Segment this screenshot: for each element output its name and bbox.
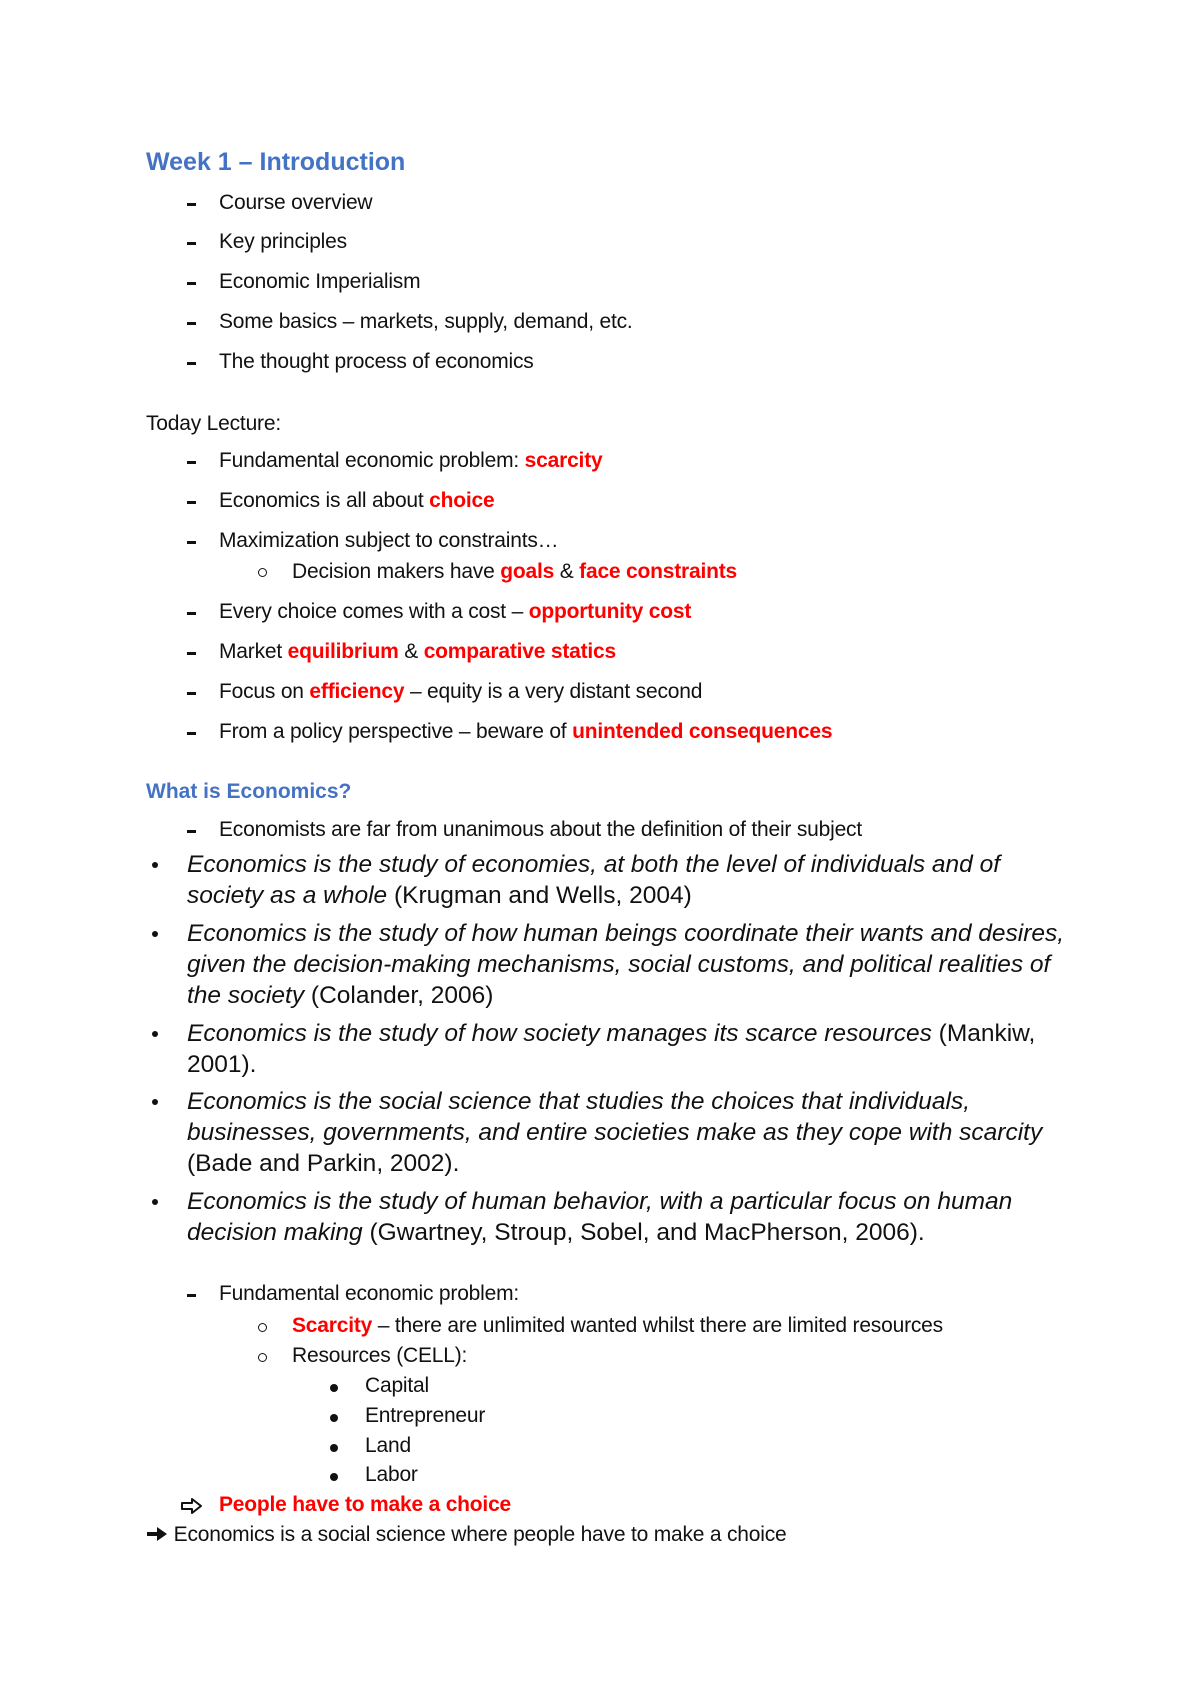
definition-text: Economics is the social science that studies the choices that individuals, businesses, governments, and entire societies make as they cope with scarcity — [187, 1088, 1043, 1146]
item-text: Every choice comes with a cost – — [219, 600, 529, 623]
item-text: Economics is a social science where people have to make a choice — [168, 1523, 787, 1546]
intro-text: Economists are far from unanimous about the definition of their subject — [219, 818, 862, 841]
list-item: Capital — [365, 1374, 429, 1397]
item-text: – equity is a very distant second — [404, 680, 703, 703]
item-text: & — [554, 560, 580, 583]
highlight: unintended consequences — [572, 720, 833, 743]
definition-text: Economics is the study of human behavior, with a particular focus on human decision making — [187, 1188, 1013, 1246]
list-item: Economic Imperialism — [219, 270, 421, 293]
item-text: & — [398, 640, 424, 663]
dash-bullet — [187, 461, 196, 464]
list-item: Maximization subject to constraints… — [219, 529, 559, 552]
item-text: From a policy perspective – beware of — [219, 720, 573, 743]
hollow-arrow-icon — [180, 1497, 204, 1515]
item-text: Focus on — [219, 680, 310, 703]
citation: (Bade and Parkin, 2002). — [187, 1150, 460, 1177]
citation: (Colander, 2006) — [304, 982, 494, 1009]
definition-item — [187, 1186, 1077, 1248]
bullet-dot — [330, 1384, 338, 1392]
bullet-dot — [152, 1199, 158, 1205]
circle-bullet — [258, 1353, 267, 1362]
bullet-dot — [330, 1414, 338, 1422]
dash-bullet — [187, 541, 196, 544]
citation: (Krugman and Wells, 2004) — [387, 882, 692, 909]
dash-bullet — [187, 830, 196, 833]
item-text: Fundamental economic problem: — [219, 449, 525, 472]
highlight: comparative statics — [423, 640, 616, 663]
dash-bullet — [187, 203, 196, 206]
circle-bullet — [258, 568, 267, 577]
dash-bullet — [187, 692, 196, 695]
conclusion-text: People have to make a choice — [219, 1493, 512, 1516]
list-item — [219, 720, 832, 744]
item-text: Economics is all about — [219, 489, 430, 512]
solid-arrow-icon — [146, 1525, 168, 1543]
dash-bullet — [187, 282, 196, 285]
list-item: Fundamental economic problem: — [219, 1282, 520, 1305]
bullet-dot — [152, 1099, 158, 1105]
list-item — [219, 489, 495, 513]
section-heading: What is Economics? — [146, 780, 352, 803]
highlight: face constraints — [579, 560, 738, 583]
item-text: Decision makers have — [292, 560, 501, 583]
dash-bullet — [187, 242, 196, 245]
dash-bullet — [187, 732, 196, 735]
bullet-dot — [152, 862, 158, 868]
bullet-dot — [330, 1444, 338, 1452]
sub-list-item — [292, 1314, 943, 1338]
definition-item — [187, 849, 1077, 911]
list-item: Entrepreneur — [365, 1404, 486, 1427]
list-item: Land — [365, 1434, 411, 1457]
dash-bullet — [187, 1294, 196, 1297]
list-item — [219, 640, 616, 664]
dash-bullet — [187, 612, 196, 615]
dash-bullet — [187, 362, 196, 365]
sub-list-item: Resources (CELL): — [292, 1344, 468, 1367]
list-item: Course overview — [219, 191, 373, 214]
dash-bullet — [187, 322, 196, 325]
definition-item — [187, 918, 1077, 1011]
list-item — [219, 449, 602, 473]
citation: (Gwartney, Stroup, Sobel, and MacPherson, 2006). — [362, 1219, 925, 1246]
list-item — [219, 600, 691, 624]
definition-text: Economics is the study of economies, at both the level of individuals and of society as a whole — [187, 851, 1001, 909]
bullet-dot — [330, 1473, 338, 1481]
list-item: Labor — [365, 1463, 418, 1486]
sub-list-item — [292, 560, 737, 584]
item-text: – there are unlimited wanted whilst there are limited resources — [372, 1314, 943, 1337]
list-item: The thought process of economics — [219, 350, 534, 373]
citation: (Mankiw, 2001). — [187, 1020, 1036, 1078]
circle-bullet — [258, 1323, 267, 1332]
highlight: Scarcity — [292, 1314, 373, 1337]
highlight: opportunity cost — [528, 600, 692, 623]
page-title: Week 1 – Introduction — [146, 148, 406, 176]
highlight: choice — [429, 489, 495, 512]
highlight: efficiency — [309, 680, 405, 703]
today-lecture-label: Today Lecture: — [146, 412, 281, 435]
final-statement — [146, 1523, 787, 1547]
dash-bullet — [187, 501, 196, 504]
list-item: Some basics – markets, supply, demand, etc. — [219, 310, 633, 333]
list-item — [219, 680, 702, 704]
list-item: Key principles — [219, 230, 347, 253]
definition-text: Economics is the study of how society manages its scarce resources — [187, 1020, 932, 1047]
highlight: goals — [500, 560, 555, 583]
definition-text: Economics is the study of how human beings coordinate their wants and desires, given the decision-making mechanisms, social customs, and political realities of the society — [187, 920, 1065, 1009]
item-text: Market — [219, 640, 288, 663]
highlight: scarcity — [524, 449, 603, 472]
bullet-dot — [152, 1031, 158, 1037]
highlight: equilibrium — [287, 640, 399, 663]
definition-item — [187, 1018, 1077, 1080]
bullet-dot — [152, 931, 158, 937]
definition-item — [187, 1086, 1077, 1179]
dash-bullet — [187, 652, 196, 655]
